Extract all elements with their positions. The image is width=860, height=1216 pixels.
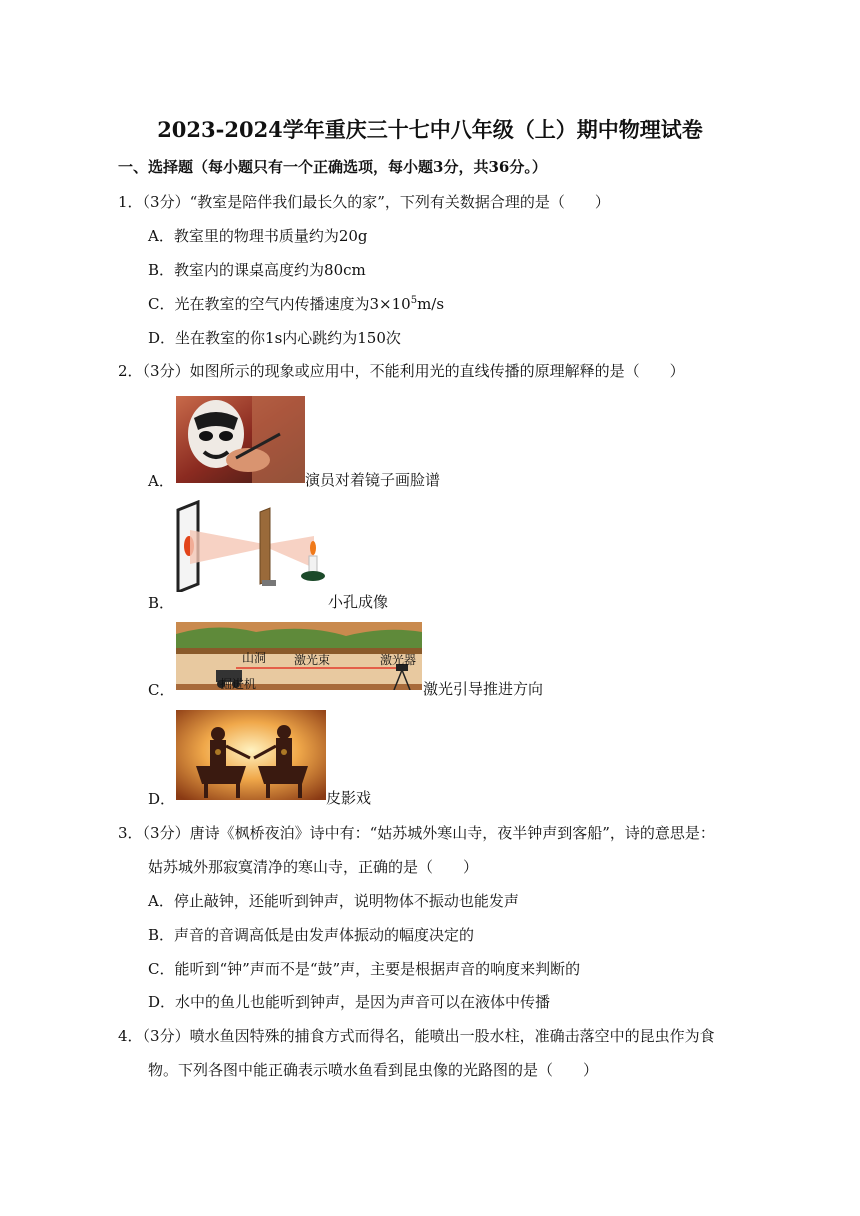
q3-option-a: A．停止敲钟，还能听到钟声，说明物体不振动也能发声 (148, 892, 519, 910)
q2-option-c-caption: 激光引导推进方向 (423, 680, 544, 698)
pinhole-camera-illustration (176, 500, 326, 592)
section-heading: 一、选择题（每小题只有一个正确选项，每小题3分，共36分。） (118, 158, 547, 176)
q1-option-b: B．教室内的课桌高度约为80cm (148, 261, 366, 279)
q4-stem-line2: 物。下列各图中能正确表示喷水鱼看到昆虫像的光路图的是（ ） (148, 1061, 599, 1079)
tunnel-laser-illustration (176, 622, 422, 690)
opera-makeup-illustration (176, 396, 305, 483)
label-machine: 掘进机 (220, 677, 257, 690)
q2-option-d-caption: 皮影戏 (326, 789, 372, 807)
q2-option-b-letter: B． (148, 594, 175, 612)
q2-option-c-image (176, 622, 422, 690)
q2-option-c-letter: C． (148, 681, 175, 699)
q1-option-c (148, 293, 444, 314)
q2-option-a-letter: A． (148, 472, 174, 490)
q1-stem: 1．（3分）“教室是陪伴我们最长久的家”，下列有关数据合理的是（ ） (118, 193, 610, 211)
q2-option-b-caption: 小孔成像 (328, 593, 389, 611)
q1-option-c-unit: m/s (417, 295, 445, 313)
exam-title: 2023-2024学年重庆三十七中八年级（上）期中物理试卷 (157, 117, 703, 142)
shadow-play-illustration (176, 710, 326, 800)
q1-option-d: D．坐在教室的你1s内心跳约为150次 (148, 329, 401, 347)
q1-option-c-text: C．光在教室的空气内传播速度为3×10 (148, 295, 411, 313)
q1-option-c-exponent: 5 (410, 295, 418, 306)
q3-stem-line1: 3．（3分）唐诗《枫桥夜泊》诗中有：“姑苏城外寒山寺，夜半钟声到客船”，诗的意思是： (118, 824, 715, 842)
label-cave: 山洞 (242, 651, 267, 665)
q2-option-a-caption: 演员对着镜子画脸谱 (305, 471, 441, 489)
label-laser: 激光器 (380, 653, 417, 667)
q1-option-a: A．教室里的物理书质量约为20g (148, 227, 368, 245)
q2-option-a-image (176, 396, 305, 483)
q3-option-c: C．能听到“钟”声而不是“鼓”声，主要是根据声音的响度来判断的 (148, 960, 581, 978)
q3-option-d: D．水中的鱼儿也能听到钟声，是因为声音可以在液体中传播 (148, 993, 551, 1011)
q2-option-d-letter: D． (148, 790, 176, 808)
q3-stem-line2: 姑苏城外那寂寞清净的寒山寺，正确的是（ ） (148, 858, 479, 876)
q2-stem: 2．（3分）如图所示的现象或应用中，不能利用光的直线传播的原理解释的是（ ） (118, 362, 685, 380)
q2-option-b-image (176, 500, 326, 592)
q4-stem-line1: 4．（3分）喷水鱼因特殊的捕食方式而得名，能喷出一股水柱，准确击落空中的昆虫作为食 (118, 1027, 715, 1045)
label-beam: 激光束 (294, 653, 331, 667)
q2-option-d-image (176, 710, 326, 800)
q3-option-b: B．声音的音调高低是由发声体振动的幅度决定的 (148, 926, 475, 944)
